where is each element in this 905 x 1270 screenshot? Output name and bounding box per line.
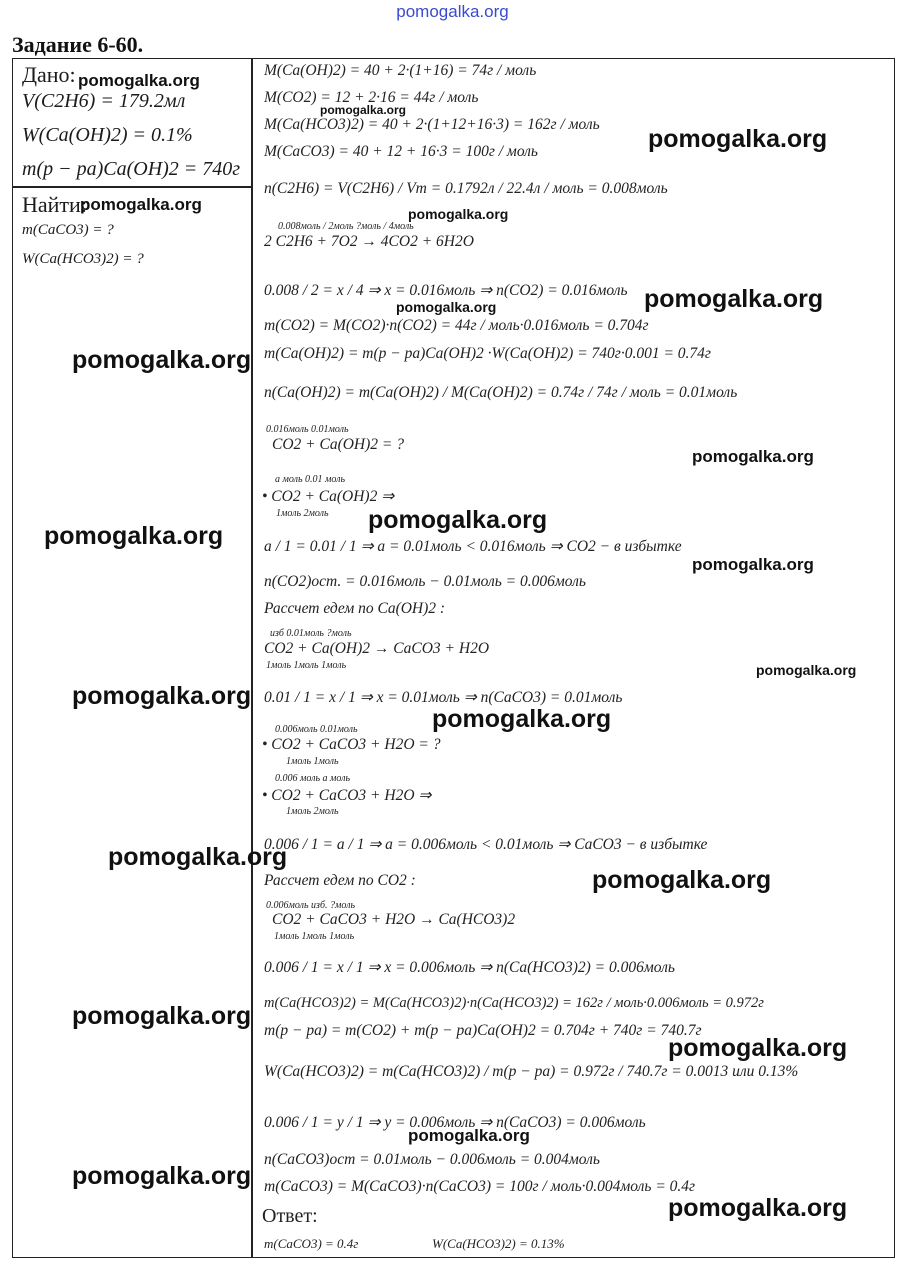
solution-line: M(CO2) = 12 + 2·16 = 44г / моль [264,89,479,106]
watermark: pomogalka.org [692,555,814,574]
solution-line: m(Ca(OH)2) = m(p − pa)Ca(OH)2 ·W(Ca(OH)2) = 740г·0.001 = 0.74г [264,345,711,362]
solution-line: CO2 + CaCO3 + H2O → Ca(HCO3)2 [272,911,516,928]
solution-line: n(CaCO3)ост = 0.01моль − 0.006моль = 0.004моль [264,1151,600,1168]
watermark: pomogalka.org [408,1126,530,1145]
given-item: V(C2H6) = 179.2мл [22,90,186,112]
solution-line: 2 C2H6 + 7O2 → 4CO2 + 6H2O [264,233,474,250]
answer-value: m(CaCO3) = 0.4г [264,1236,359,1251]
watermark: pomogalka.org [72,1002,252,1030]
task-title: Задание 6-60. [12,32,144,57]
solution-line: n(CO2)ост. = 0.016моль − 0.01моль = 0.006моль [264,573,586,590]
answer-value: W(Ca(HCO3)2) = 0.13% [432,1236,565,1251]
find-header: Найти: [22,192,87,217]
solution-line: 0.008моль / 2моль ?моль / 4моль [278,221,414,232]
solution-line: 0.006 / 1 = x / 1 ⇒ x = 0.006моль ⇒ n(Ca(HCO3)2) = 0.006моль [264,959,675,976]
watermark: pomogalka.org [72,682,252,710]
solution-line: 0.006 моль a моль [275,773,351,784]
solution-line: 0.006 / 1 = y / 1 ⇒ y = 0.006моль ⇒ n(CaCO3) = 0.006моль [264,1114,646,1131]
solution-line: W(Ca(HCO3)2) = m(Ca(HCO3)2) / m(p − pa) = 0.972г / 740.7г = 0.0013 или 0.13% [264,1063,799,1080]
solution-line: 0.016моль 0.01моль [266,424,349,435]
watermark: pomogalka.org [692,447,814,466]
solution-line: a моль 0.01 моль [275,474,346,485]
find-item: m(CaCO3) = ? [22,222,114,238]
solution-line: 0.008 / 2 = x / 4 ⇒ x = 0.016моль ⇒ n(CO2) = 0.016моль [264,282,628,299]
solution-line: 1моль 2моль [286,806,339,817]
solution-line: n(Ca(OH)2) = m(Ca(OH)2) / M(Ca(OH)2) = 0.74г / 74г / моль = 0.01моль [264,384,738,401]
watermark: pomogalka.org [80,195,202,214]
solution-line: 0.01 / 1 = x / 1 ⇒ x = 0.01моль ⇒ n(CaCO3) = 0.01моль [264,689,623,706]
watermark: pomogalka.org [396,299,497,315]
watermark: pomogalka.org [668,1194,848,1222]
solution-line: • CO2 + Ca(OH)2 ⇒ [262,488,395,505]
solution-line: m(Ca(HCO3)2) = M(Ca(HCO3)2)·n(Ca(HCO3)2) = 162г / моль·0.006моль = 0.972г [264,995,764,1011]
watermark: pomogalka.org [44,522,224,550]
solution-line: CO2 + Ca(OH)2 = ? [272,436,404,453]
watermark: pomogalka.org [78,71,200,90]
watermark: pomogalka.org [644,285,824,313]
solution-line: CO2 + Ca(OH)2 → CaCO3 + H2O [264,640,490,657]
solution-line: m(p − pa) = m(CO2) + m(p − pa)Ca(OH)2 = 0.704г + 740г = 740.7г [264,1022,702,1039]
solution-line: m(CaCO3) = M(CaCO3)·n(CaCO3) = 100г / моль·0.004моль = 0.4г [264,1178,696,1195]
watermark: pomogalka.org [72,1162,252,1190]
given-header: Дано: [22,62,76,87]
solution-line: Рассчет едем по CO2 : [264,872,416,889]
solution-line: n(C2H6) = V(C2H6) / Vm = 0.1792л / 22.4л / моль = 0.008моль [264,180,668,197]
column-divider [251,58,253,1258]
solution-line: a / 1 = 0.01 / 1 ⇒ a = 0.01моль < 0.016моль ⇒ CO2 − в избытке [264,538,682,555]
watermark: pomogalka.org [408,206,509,222]
solution-line: • CO2 + CaCO3 + H2O ⇒ [262,787,432,804]
solution-line: M(CaCO3) = 40 + 12 + 16·3 = 100г / моль [264,143,538,160]
watermark: pomogalka.org [108,843,288,871]
solution-line: 1моль 1моль 1моль [266,660,347,671]
given-item: m(p − pa)Ca(OH)2 = 740г [22,158,241,180]
site-header-link[interactable]: pomogalka.org [396,2,509,21]
find-item: W(Ca(HCO3)2) = ? [22,251,144,267]
answer-header: Ответ: [262,1205,318,1227]
solution-line: 1моль 2моль [276,508,329,519]
watermark: pomogalka.org [648,125,828,153]
solution-line: 1моль 1моль 1моль [274,931,355,942]
watermark: pomogalka.org [72,346,252,374]
solution-line: 1моль 1моль [286,756,339,767]
watermark: pomogalka.org [668,1034,848,1062]
solution-line: изб 0.01моль ?моль [270,628,352,639]
watermark: pomogalka.org [756,662,857,678]
given-find-divider [12,186,252,188]
solution-line: m(CO2) = M(CO2)·n(CO2) = 44г / моль·0.016моль = 0.704г [264,317,649,334]
solution-line: 0.006моль 0.01моль [275,724,358,735]
given-item: W(Ca(OH)2) = 0.1% [22,124,193,146]
solution-line: 0.006моль изб. ?моль [266,900,356,911]
watermark: pomogalka.org [368,506,548,534]
solution-line: • CO2 + CaCO3 + H2O = ? [262,736,441,753]
solution-line: Рассчет едем по Ca(OH)2 : [264,600,446,617]
watermark: pomogalka.org [432,705,612,733]
watermark: pomogalka.org [592,866,772,894]
watermark: pomogalka.org [320,103,407,117]
solution-line: 0.006 / 1 = a / 1 ⇒ a = 0.006моль < 0.01моль ⇒ CaCO3 − в избытке [264,836,708,853]
solution-line: M(Ca(HCO3)2) = 40 + 2·(1+12+16·3) = 162г / моль [264,116,600,133]
solution-line: M(Ca(OH)2) = 40 + 2·(1+16) = 74г / моль [264,62,537,79]
